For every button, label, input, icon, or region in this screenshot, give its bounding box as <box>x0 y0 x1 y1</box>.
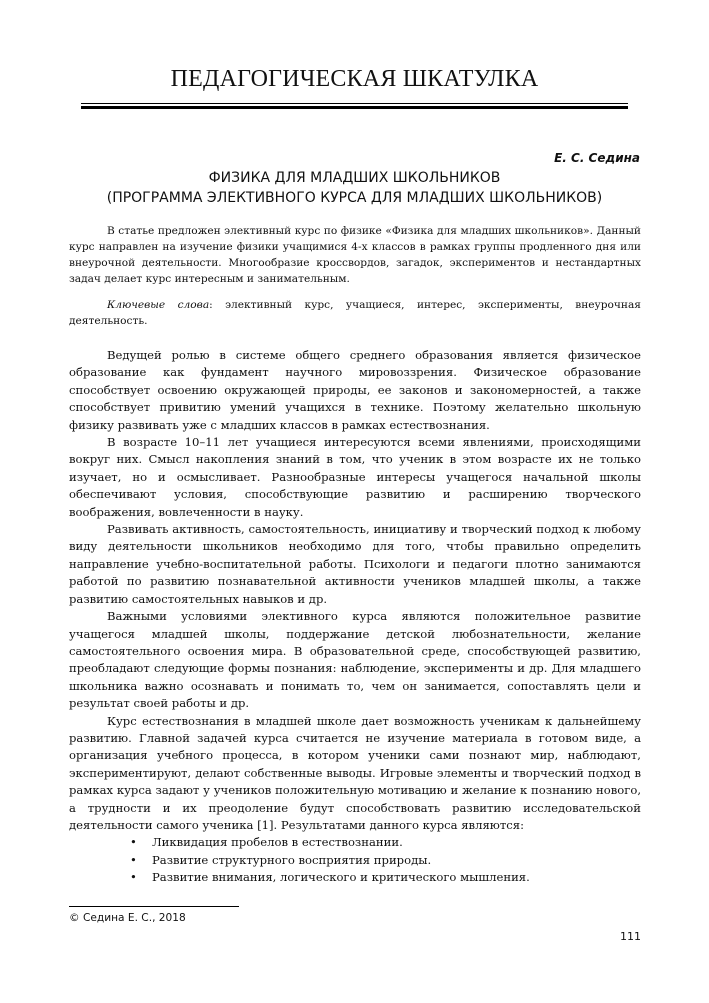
article-title <box>0 168 709 208</box>
keywords-paragraph <box>69 297 641 329</box>
journal-title: ПЕДАГОГИЧЕСКАЯ ШКАТУЛКА <box>170 66 539 92</box>
list-item-text: Ликвидация пробелов в естествознании. <box>152 835 403 850</box>
article-body <box>69 347 641 887</box>
keywords-label: Ключевые слова <box>107 299 210 311</box>
keywords-text: : элективный курс, учащиеся, интерес, эксперименты, внеурочная деятельность. <box>69 299 641 327</box>
list-item <box>69 869 641 886</box>
list-item <box>69 834 641 851</box>
header-rule-thin <box>81 103 628 104</box>
footnote-rule <box>69 906 239 907</box>
body-paragraph-3: Развивать активность, самостоятельность, инициативу и творческий подход к любому виду деятельности школьников необходимо для того, чтобы правильно определить направление учебно-воспитательной работы. Психологи и педагоги плотно занимаются работой по развитию познавательной активности учеников младшей школы, а также развитию самостоятельных навыков и др. <box>69 522 641 606</box>
bullet-icon: • <box>130 852 137 867</box>
keywords <box>69 297 641 329</box>
list-item <box>69 852 641 869</box>
abstract-text: В статье предложен элективный курс по физике «Физика для младших школьников». Данный курс направлен на изучение физики учащимися 4-х классов в рамках группы продленного дня или внеурочной деятельности. Многообразие кроссвордов, загадок, экспериментов и нестандартных задач делает курс интересным и занимательным. <box>69 225 641 285</box>
header-rule-thick <box>81 106 628 109</box>
bullet-icon: • <box>130 835 137 850</box>
body-paragraph-2: В возрасте 10–11 лет учащиеся интересуются всеми явлениями, происходящими вокруг них. Смысл накопления знаний в том, что ученик в этом возрасте их не только изучает, но и осмысливает. Разнообразные интересы учащегося начальной школы обеспечивают условия, способствующие развитию и расширению творческого воображения, вовлеченности в науку. <box>69 435 641 519</box>
body-paragraph-5: Курс естествознания в младшей школе дает возможность ученикам к дальнейшему развитию. Главной задачей курса считается не изучение материала в готовом виде, а организация учебного процесса, в котором ученики сами познают мир, наблюдают, экспериментируют, делают собственные выводы. Игровые элементы и творческий подход в рамках курса задают у учеников положительную мотивацию и желание к познанию нового, а трудности и их преодоление будут способствовать развитию исследовательской деятельности самого ученика [1]. Результатами данного курса являются: <box>69 713 641 832</box>
article-title-line1: ФИЗИКА ДЛЯ МЛАДШИХ ШКОЛЬНИКОВ <box>208 170 501 186</box>
copyright-footnote: © Седина Е. С., 2018 <box>69 912 186 924</box>
body-paragraph-4: Важными условиями элективного курса являются положительное развитие учащегося младшей школы, поддержание детской любознательности, желание самостоятельного освоения мира. В образовательной среде, способствующей развитию, преобладают следующие формы познания: наблюдение, эксперименты и др. Для младшего школьника важно осознавать и понимать то, чем он занимается, сопоставлять цели и результат своей работы и др. <box>69 609 641 711</box>
article-title-line2: (ПРОГРАММА ЭЛЕКТИВНОГО КУРСА ДЛЯ МЛАДШИХ ШКОЛЬНИКОВ) <box>106 190 603 206</box>
abstract <box>69 223 641 287</box>
list-item-text: Развитие внимания, логического и критического мышления. <box>152 870 530 885</box>
article-author: Е. С. Седина <box>554 151 640 165</box>
bullet-icon: • <box>130 870 137 885</box>
results-list <box>69 834 641 886</box>
page-number: 111 <box>620 930 641 943</box>
body-paragraph-1: Ведущей ролью в системе общего среднего образования является физическое образование как фундамент научного мировоззрения. Физическое образование способствует освоению окружающей природы, ее законов и закономерностей, а также способствует привитию умений учащихся в технике. Поэтому желательно школьную физику развивать уже с младших классов в рамках естествознания. <box>69 348 641 432</box>
list-item-text: Развитие структурного восприятия природы. <box>152 852 432 867</box>
